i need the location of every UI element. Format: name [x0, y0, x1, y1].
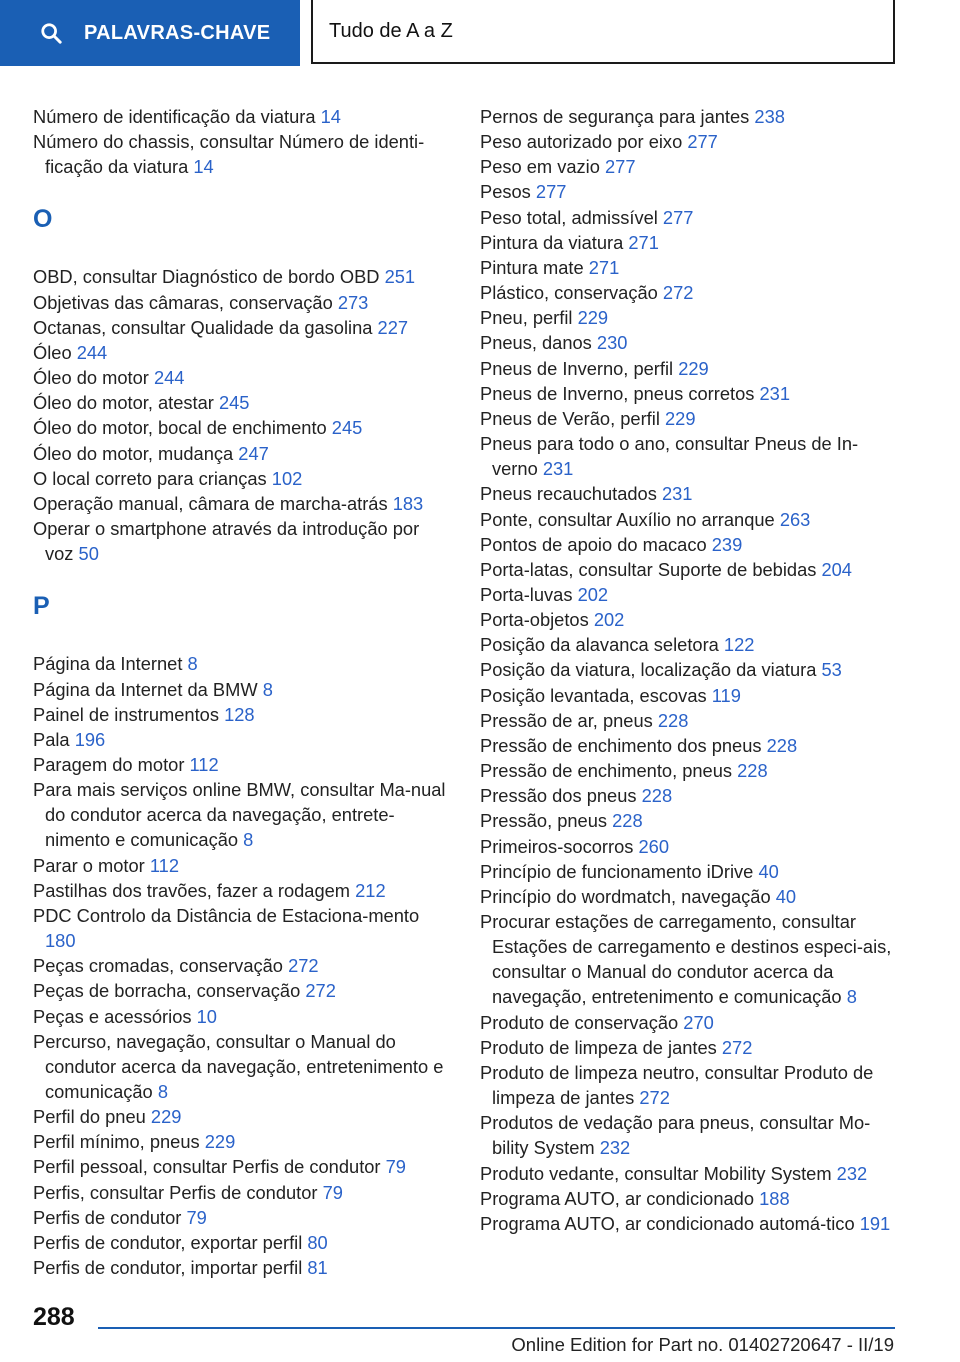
index-entry	[33, 853, 448, 878]
page-reference-link[interactable]: 229	[577, 307, 609, 329]
index-entry	[33, 727, 448, 752]
index-entry-text: Produto vedante, consultar Mobility System	[480, 1162, 832, 1184]
index-entry-text: Pressão de enchimento, pneus	[480, 760, 733, 782]
index-entry	[480, 406, 900, 431]
index-entry	[480, 532, 900, 557]
index-entry	[480, 154, 900, 179]
page-reference-link[interactable]: 212	[355, 879, 386, 901]
page-reference-link[interactable]: 8	[262, 678, 273, 700]
index-entry-text: Produto de limpeza de jantes	[480, 1036, 717, 1058]
page-reference-link[interactable]: 202	[593, 609, 625, 631]
index-entry	[33, 953, 448, 978]
search-icon	[40, 22, 62, 44]
index-entry-text: Pesos	[480, 181, 531, 203]
page-reference-link[interactable]: 228	[641, 785, 673, 807]
page-reference-link[interactable]: 228	[657, 709, 689, 731]
index-entry	[33, 878, 448, 903]
index-entry	[33, 441, 448, 466]
page-reference-link[interactable]: 112	[189, 753, 219, 775]
page-reference-link[interactable]: 277	[662, 206, 694, 228]
index-entry-text: Número de identificação da viatura	[33, 106, 316, 127]
index-entry	[480, 255, 900, 280]
page-reference-link[interactable]: 247	[238, 442, 269, 464]
index-entry	[33, 1029, 448, 1104]
page-reference-link[interactable]: 229	[204, 1131, 236, 1153]
index-entry	[33, 264, 448, 289]
index-entry-text: Pala	[33, 728, 70, 750]
index-entry-text: Peso autorizado por eixo	[480, 131, 683, 153]
index-entry-text: Perfis de condutor	[33, 1206, 182, 1228]
keywords-button[interactable]	[0, 0, 300, 66]
page-reference-link[interactable]: 244	[153, 367, 185, 389]
page-reference-link[interactable]: 229	[678, 357, 709, 379]
page-reference-link[interactable]: 272	[305, 980, 336, 1002]
index-entry	[480, 758, 900, 783]
page-reference-link[interactable]: 229	[664, 407, 696, 429]
index-entry-text: Operação manual, câmara de marcha-atrás	[33, 492, 388, 514]
index-entry	[33, 415, 448, 440]
index-column-right	[480, 104, 900, 1236]
index-entry-text: Pintura mate	[480, 256, 584, 278]
index-entry-text: Programa AUTO, ar condicionado	[480, 1187, 755, 1209]
a-to-z-tab[interactable]: Tudo de A a Z	[311, 0, 895, 64]
index-entry-text: Pressão dos pneus	[480, 785, 637, 807]
index-entry	[33, 1180, 448, 1205]
page-reference-link[interactable]: 231	[542, 458, 574, 480]
page-reference-link[interactable]: 232	[836, 1162, 868, 1184]
index-entry	[33, 777, 448, 852]
index-entry-text: Pintura da viatura	[480, 231, 624, 253]
index-entry-text: Óleo do motor, atestar	[33, 392, 214, 414]
index-entry	[33, 466, 448, 491]
page-reference-link[interactable]: 238	[754, 106, 785, 127]
page-reference-link[interactable]: 204	[821, 558, 852, 580]
index-entry-text: Parar o motor	[33, 854, 145, 876]
index-entry	[33, 1255, 448, 1280]
index-entry-text: Peças de borracha, conservação	[33, 980, 301, 1002]
index-entry	[33, 651, 448, 676]
index-entry-text: Paragem do motor	[33, 753, 185, 775]
index-entry-text: Perfil do pneu	[33, 1106, 146, 1128]
index-entry	[480, 557, 900, 582]
index-entry	[480, 205, 900, 230]
page-reference-link[interactable]: 50	[78, 543, 99, 565]
index-entry	[480, 657, 900, 682]
index-column-left	[33, 104, 448, 1280]
page-reference-link[interactable]: 271	[628, 231, 659, 253]
index-entry	[480, 834, 900, 859]
page-reference-link[interactable]: 8	[157, 1081, 168, 1102]
index-entry-text: Perfis de condutor, importar perfil	[33, 1257, 303, 1279]
top-navigation	[0, 0, 960, 66]
index-entry-text: OBD, consultar Diagnóstico de bordo OBD	[33, 266, 380, 288]
index-entry-text: Perfil mínimo, pneus	[33, 1131, 200, 1153]
index-entry	[480, 1060, 900, 1110]
page-reference-link[interactable]: 229	[150, 1106, 182, 1128]
page-reference-link[interactable]: 228	[737, 760, 768, 782]
page-reference-link[interactable]: 277	[605, 156, 636, 178]
page-reference-link[interactable]: 79	[322, 1181, 343, 1203]
page-reference-link[interactable]: 239	[711, 533, 743, 555]
index-entry-text: Para mais serviços online BMW, consultar Ma-nual do condutor acerca da navegação, entrete-nimento e comunicação	[33, 779, 446, 851]
index-entry-text: Pneus de Verão, perfil	[480, 407, 660, 429]
index-entry	[33, 390, 448, 415]
page-reference-link[interactable]: 188	[759, 1187, 790, 1209]
index-entry-text: Princípio de funcionamento iDrive	[480, 860, 754, 882]
index-entry-text: Porta-objetos	[480, 609, 589, 631]
index-entry	[480, 481, 900, 506]
index-entry-text: Pneus de Inverno, pneus corretos	[480, 382, 755, 404]
index-entry-text: Página da Internet	[33, 653, 183, 675]
index-entry	[480, 507, 900, 532]
index-entry-text: Objetivas das câmaras, conservação	[33, 291, 333, 313]
index-entry	[480, 733, 900, 758]
index-entry	[33, 1104, 448, 1129]
index-entry	[480, 884, 900, 909]
index-entry-text: Pneus para todo o ano, consultar Pneus de In-verno	[480, 433, 859, 480]
index-entry	[480, 1186, 900, 1211]
footer-divider	[98, 1327, 895, 1329]
index-entry-text: Perfis, consultar Perfis de condutor	[33, 1181, 318, 1203]
index-entry	[33, 491, 448, 516]
page-reference-link[interactable]: 260	[638, 835, 669, 857]
index-entry-text: Óleo	[33, 341, 72, 363]
index-entry-text: Porta-latas, consultar Suporte de bebidas	[480, 558, 817, 580]
index-entry-text: Óleo do motor, bocal de enchimento	[33, 417, 327, 439]
page-reference-link[interactable]: 232	[599, 1137, 631, 1159]
index-entry-text: Produtos de vedação para pneus, consultar Mo-bility System	[480, 1112, 871, 1159]
index-entry	[480, 708, 900, 733]
index-entry	[480, 431, 900, 481]
page-reference-link[interactable]: 227	[377, 316, 409, 338]
index-entry	[33, 129, 448, 179]
page-reference-link[interactable]: 10	[196, 1005, 217, 1027]
page-reference-link[interactable]: 273	[337, 291, 369, 313]
page-reference-link[interactable]: 80	[307, 1231, 328, 1253]
index-entry	[33, 1004, 448, 1029]
index-entry-text: Peso em vazio	[480, 156, 600, 178]
index-entry-text: Perfis de condutor, exportar perfil	[33, 1231, 303, 1253]
index-entry	[33, 365, 448, 390]
index-entry	[480, 104, 900, 129]
page-reference-link[interactable]: 79	[186, 1206, 207, 1228]
index-entry-text: Princípio do wordmatch, navegação	[480, 885, 771, 907]
index-entry	[480, 129, 900, 154]
page-reference-link[interactable]: 231	[759, 382, 790, 404]
index-entry-text: Percurso, navegação, consultar o Manual do condutor acerca da navegação, entretenimento e comunicação	[33, 1030, 444, 1102]
page-number: 288	[33, 1303, 75, 1331]
index-entry-text: Posição da viatura, localização da viatura	[480, 659, 817, 681]
index-entry	[480, 1035, 900, 1060]
index-entry	[33, 340, 448, 365]
page-reference-link[interactable]: 81	[307, 1257, 328, 1279]
page-reference-link[interactable]: 14	[320, 106, 341, 127]
index-entry-text: Pressão de enchimento dos pneus	[480, 734, 762, 756]
index-entry	[480, 909, 900, 1010]
page-reference-link[interactable]: 228	[766, 734, 798, 756]
index-entry	[33, 290, 448, 315]
index-entry-text: Posição da alavanca seletora	[480, 634, 719, 656]
index-entry	[33, 1230, 448, 1255]
index-entry	[480, 1211, 900, 1236]
index-entry	[33, 104, 448, 129]
page-reference-link[interactable]: 8	[846, 986, 857, 1008]
index-entry-text: Peças cromadas, conservação	[33, 955, 283, 977]
index-entry-text: Óleo do motor, mudança	[33, 442, 234, 464]
index-entry-text: Octanas, consultar Qualidade da gasolina	[33, 316, 373, 338]
index-entry	[33, 516, 448, 566]
index-entry-text: Pneus, danos	[480, 332, 592, 354]
keywords-label: PALAVRAS-CHAVE	[84, 21, 271, 44]
index-entry	[33, 903, 448, 953]
page-reference-link[interactable]: 112	[149, 854, 180, 876]
index-entry-text: Pneus recauchutados	[480, 483, 657, 505]
page-reference-link[interactable]: 40	[758, 860, 779, 882]
index-entry-text: Primeiros-socorros	[480, 835, 634, 857]
index-entry	[480, 783, 900, 808]
index-entry-text: Posição levantada, escovas	[480, 684, 707, 706]
page-reference-link[interactable]: 272	[639, 1087, 670, 1109]
page-reference-link[interactable]: 14	[193, 156, 214, 178]
page-reference-link[interactable]: 272	[721, 1036, 753, 1058]
index-entry-text: Produto de limpeza neutro, consultar Produto de limpeza de jantes	[480, 1061, 874, 1109]
index-entry-text: Peças e acessórios	[33, 1005, 192, 1027]
page-reference-link[interactable]: 230	[596, 332, 628, 354]
page-reference-link[interactable]: 251	[384, 266, 416, 288]
index-entry	[480, 330, 900, 355]
index-entry	[480, 381, 900, 406]
index-entry-text: Porta-luvas	[480, 583, 573, 605]
index-entry-text: Pressão, pneus	[480, 810, 608, 832]
index-entry	[480, 607, 900, 632]
index-entry-text: Produto de conservação	[480, 1011, 679, 1033]
page-reference-link[interactable]: 245	[218, 392, 250, 414]
page-reference-link[interactable]: 128	[224, 703, 255, 725]
index-entry-text: Painel de instrumentos	[33, 703, 219, 725]
footer-edition-text: Online Edition for Part no. 01402720647 - II/19	[511, 1334, 894, 1355]
index-entry-text: Pressão de ar, pneus	[480, 709, 653, 731]
index-entry-text: Número do chassis, consultar Número de identi-ficação da viatura	[33, 131, 425, 178]
page-reference-link[interactable]: 119	[711, 684, 741, 706]
page-reference-link[interactable]: 122	[723, 634, 755, 656]
index-entry	[33, 1154, 448, 1179]
index-entry	[480, 808, 900, 833]
index-entry-text: O local correto para crianças	[33, 467, 267, 489]
page-reference-link[interactable]: 231	[661, 483, 693, 505]
page-reference-link[interactable]: 202	[577, 583, 609, 605]
page-reference-link[interactable]: 245	[331, 417, 363, 439]
index-entry	[33, 1205, 448, 1230]
page-reference-link[interactable]: 8	[243, 829, 254, 851]
page-reference-link[interactable]: 270	[683, 1011, 714, 1033]
index-entry	[33, 315, 448, 340]
index-entry-text: Pneu, perfil	[480, 307, 573, 329]
index-entry	[480, 683, 900, 708]
index-entry-text: Operar o smartphone através da introdução por voz	[33, 518, 420, 565]
index-entry	[480, 1010, 900, 1035]
page-reference-link[interactable]: 102	[271, 467, 303, 489]
index-entry-text: Óleo do motor	[33, 367, 149, 389]
page-reference-link[interactable]: 196	[74, 728, 106, 750]
page-reference-link[interactable]: 272	[288, 955, 319, 977]
index-entry-text: Ponte, consultar Auxílio no arranque	[480, 508, 775, 530]
page-reference-link[interactable]: 272	[662, 282, 694, 304]
page-reference-link[interactable]: 277	[535, 181, 567, 203]
index-entry-text: Pontos de apoio do macaco	[480, 533, 707, 555]
index-entry	[480, 356, 900, 381]
index-entry-text: PDC Controlo da Distância de Estaciona-mento	[33, 904, 420, 926]
index-entry	[33, 978, 448, 1003]
section-letter-o: O	[33, 205, 53, 234]
index-entry	[480, 582, 900, 607]
index-entry	[33, 752, 448, 777]
index-entry	[33, 702, 448, 727]
page-reference-link[interactable]: 263	[779, 508, 811, 530]
page-reference-link[interactable]: 191	[859, 1212, 891, 1234]
index-entry	[480, 230, 900, 255]
index-entry	[480, 1161, 900, 1186]
index-entry-text: Plástico, conservação	[480, 282, 658, 304]
page-reference-link[interactable]: 180	[45, 930, 76, 952]
page-reference-link[interactable]: 79	[385, 1156, 406, 1178]
page-reference-link[interactable]: 183	[392, 492, 424, 514]
index-entry	[480, 179, 900, 204]
page-reference-link[interactable]: 228	[612, 810, 643, 832]
index-entry	[480, 1110, 900, 1160]
index-entry-text: Peso total, admissível	[480, 206, 658, 228]
page-reference-link[interactable]: 277	[687, 131, 718, 153]
page-reference-link[interactable]: 244	[76, 341, 108, 363]
index-entry	[480, 859, 900, 884]
index-entry-text: Pernos de segurança para jantes	[480, 106, 750, 127]
index-entry	[33, 677, 448, 702]
index-entry-text: Perfil pessoal, consultar Perfis de condutor	[33, 1156, 381, 1178]
page-reference-link[interactable]: 8	[187, 653, 198, 675]
index-entry	[480, 305, 900, 330]
page-reference-link[interactable]: 53	[821, 659, 842, 681]
index-entry-text: Programa AUTO, ar condicionado automá-tico	[480, 1212, 855, 1234]
index-entry-text: Procurar estações de carregamento, consultar Estações de carregamento e destinos especi-ais, consultar o Manual do condutor acerca da navegação, entretenimento e comunicação	[480, 911, 892, 1008]
page-reference-link[interactable]: 271	[588, 256, 620, 278]
index-entry-text: Página da Internet da BMW	[33, 678, 258, 700]
index-entry	[480, 632, 900, 657]
index-entry	[33, 1129, 448, 1154]
section-letter-p: P	[33, 592, 50, 621]
page-reference-link[interactable]: 40	[775, 885, 797, 907]
index-entry	[480, 280, 900, 305]
index-entry-text: Pastilhas dos travões, fazer a rodagem	[33, 879, 351, 901]
index-entry-text: Pneus de Inverno, perfil	[480, 357, 674, 379]
